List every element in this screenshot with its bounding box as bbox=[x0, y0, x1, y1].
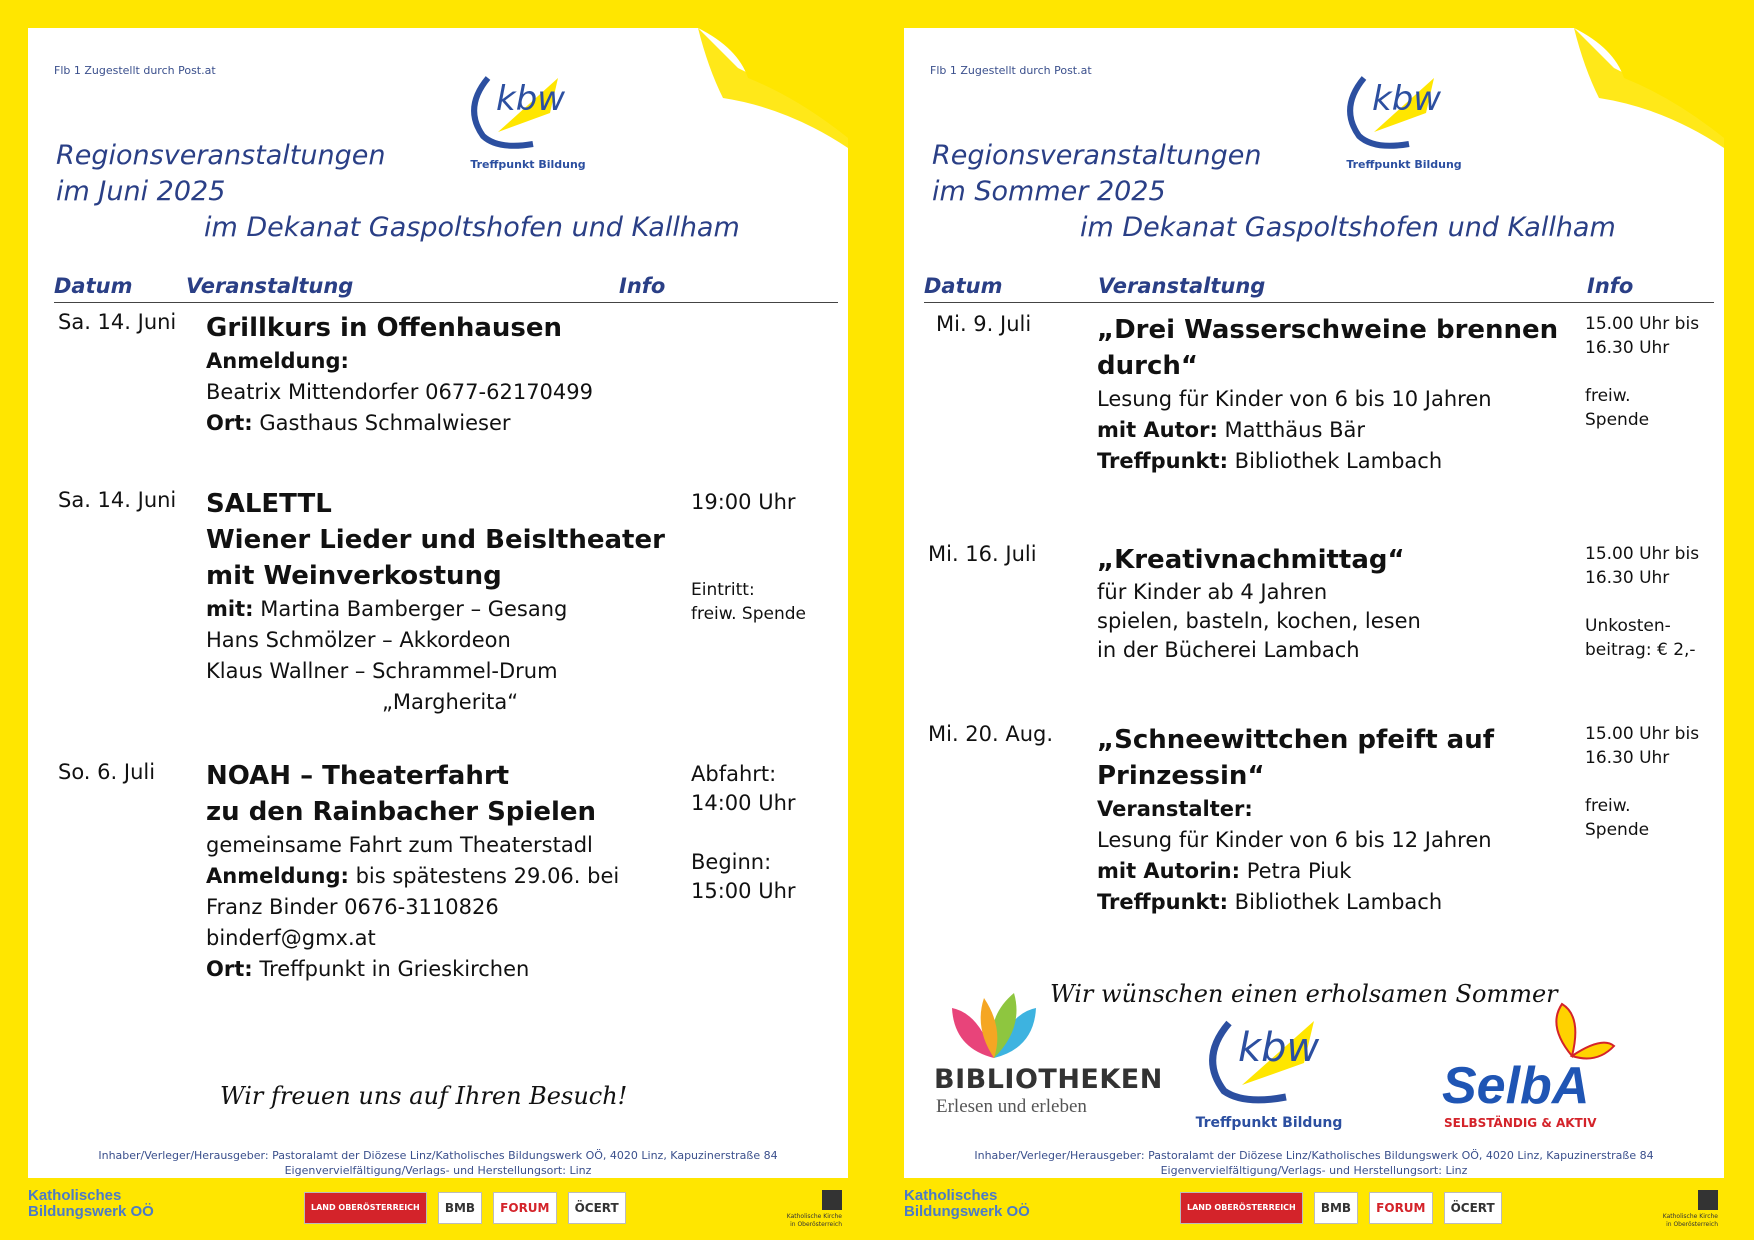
partner-forum: FORUM bbox=[1369, 1192, 1432, 1224]
logo-subtitle: Treffpunkt Bildung bbox=[470, 158, 586, 171]
sponsor-strip-right bbox=[904, 1182, 1724, 1238]
partner-forum: FORUM bbox=[493, 1192, 556, 1224]
event-date: Mi. 9. Juli bbox=[936, 312, 1032, 336]
event-date: So. 6. Juli bbox=[58, 760, 156, 784]
page-title: Regionsveranstaltungen im Sommer 2025 im Dekanat Gaspoltshofen und Kallham bbox=[932, 140, 1616, 243]
email-link[interactable]: binderf@gmx.at bbox=[206, 926, 376, 950]
flyer-sommer: Flb 1 Zugestellt durch Post.at kbw Treffpunkt Bildung Regionsveranstaltungen im Sommer 2025 im Dekanat Gaspoltshofen und Kallham Datum Veranstaltung Info Mi. 9. Juli „Drei Wasserschweine brennen durch“ Lesung für Kinder von 6 bis 10 Jahren mit Autor: Matthäus Bär Treffpunkt: Bibliothek Lambach 15.00 Uhr bis 16.30 Uhr freiw. Spende Mi. 16. Juli „Kreativnachmittag“ für Kinder ab 4 Jahren spielen, basteln, kochen, lesen in der Bücherei Lambach 15.00 Uhr bis 16.30 Uhr Unkosten- beitrag: € 2,- Mi. 20. Aug. „Schneewittchen pfeift auf Prinzessin“ Veranstalter: Lesung für Kinder von 6 bis 12 Jahren mit Autorin: Petra Piuk Treffpunkt: Bibliothek Lambach 15.00 Uhr bis 16.30 Uhr freiw. Spende Wir wünschen einen erholsamen Sommer BIBLIOTHEKEN Erlesen und erleben kbw Treffpunkt Bildung SelbA SELBSTÄNDIG & AKTIV Inhaber/Verleger/Herausgeber: Pastoralamt der Diözese Linz/Katholisches Bildungswerk OÖ, 4020 Linz, Kapuzinerstraße 84 Eigenvervielfältigung/Verlags- und Herstellungsort: Linz bbox=[904, 28, 1724, 1178]
kbw-wordmark: Katholisches Bildungswerk OÖ bbox=[28, 1187, 154, 1220]
event-date: Sa. 14. Juni bbox=[58, 488, 177, 512]
event-date: Mi. 20. Aug. bbox=[928, 722, 1054, 746]
bibliotheken-logo: BIBLIOTHEKEN Erlesen und erleben bbox=[924, 988, 1164, 1128]
partner-bmb: BMB bbox=[1314, 1192, 1358, 1224]
column-headers: Datum Veranstaltung Info bbox=[924, 268, 1714, 303]
postal-note: Flb 1 Zugestellt durch Post.at bbox=[54, 64, 216, 77]
flyer-juni: Flb 1 Zugestellt durch Post.at kbw Treffpunkt Bildung Regionsveranstaltungen im Juni 2025 im Dekanat Gaspoltshofen und Kallham Datum Veranstaltung Info Sa. 14. Juni Grillkurs in Offenhausen Anmeldung: Beatrix Mittendorfer 0677-62170499 Ort: Gasthaus Schmalwieser Sa. 14. Juni SALETTL Wiener Lieder und Beisltheater mit Weinverkostung mit: Martina Bamberger – Gesang Hans Schmölzer – Akkordeon Klaus Wallner – Schrammel-Drum „Margherita“ 19:00 Uhr Eintritt: freiw. Spende So. 6. Juli NOAH – Theaterfahrt zu den Rainbacher Spielen gemeinsame Fahrt zum Theaterstadl Anmeldung: bis spätestens 29.06. bei Franz Binder 0676-3110826 binderf@gmx.at Ort: Treffpunkt in Grieskirchen Abfahrt: 14:00 Uhr Beginn: 15:00 Uhr Wir freuen uns auf Ihren Besuch! Inhaber/Verleger/Herausgeber: Pastoralamt der Diözese Linz/Katholisches Bildungswerk OÖ, 4020 Linz, Kapuzinerstraße 84 Eigenvervielfältigung/Verlags- und Herstellungsort: Linz bbox=[28, 28, 848, 1178]
partner-land-ooe: LAND OBERÖSTERREICH bbox=[304, 1192, 427, 1224]
imprint: Inhaber/Verleger/Herausgeber: Pastoralamt der Diözese Linz/Katholisches Bildungswerk OÖ, 4020 Linz, Kapuzinerstraße 84 Eigenvervielfältigung/Verlags- und Herstellungsort: Linz bbox=[98, 1149, 778, 1177]
partner-oecert: ÖCERT bbox=[1444, 1192, 1502, 1224]
kbw-logo-text: kbw bbox=[496, 79, 566, 119]
event-date: Mi. 16. Juli bbox=[928, 542, 1037, 566]
selba-logo: SelbA SELBSTÄNDIG & AKTIV bbox=[1442, 1008, 1632, 1148]
partner-oecert: ÖCERT bbox=[568, 1192, 626, 1224]
logo-subtitle: Treffpunkt Bildung bbox=[1346, 158, 1462, 171]
kbw-wordmark: Katholisches Bildungswerk OÖ bbox=[904, 1187, 1030, 1220]
kirche-logo: Katholische Kirche in Oberösterreich bbox=[1642, 1190, 1718, 1229]
sponsor-strip-left bbox=[28, 1182, 848, 1238]
partner-bmb: BMB bbox=[438, 1192, 482, 1224]
svg-text:kbw: kbw bbox=[1238, 1025, 1320, 1071]
event-title: Grillkurs in Offenhausen bbox=[206, 313, 563, 343]
event-date: Sa. 14. Juni bbox=[58, 310, 177, 334]
partner-land-ooe: LAND OBERÖSTERREICH bbox=[1180, 1192, 1303, 1224]
kbw-logo-text: kbw bbox=[1372, 79, 1442, 119]
postal-note: Flb 1 Zugestellt durch Post.at bbox=[930, 64, 1092, 77]
kirche-logo: Katholische Kirche in Oberösterreich bbox=[766, 1190, 842, 1229]
column-headers: Datum Veranstaltung Info bbox=[54, 268, 838, 303]
closing-message: Wir wünschen einen erholsamen Sommer bbox=[1050, 980, 1558, 1008]
page-title: Regionsveranstaltungen im Juni 2025 im Dekanat Gaspoltshofen und Kallham bbox=[56, 140, 740, 243]
kbw-logo-large: kbw Treffpunkt Bildung bbox=[1194, 1003, 1344, 1153]
closing-message: Wir freuen uns auf Ihren Besuch! bbox=[220, 1082, 628, 1110]
imprint: Inhaber/Verleger/Herausgeber: Pastoralamt der Diözese Linz/Katholisches Bildungswerk OÖ, 4020 Linz, Kapuzinerstraße 84 Eigenvervielfältigung/Verlags- und Herstellungsort: Linz bbox=[974, 1149, 1654, 1177]
